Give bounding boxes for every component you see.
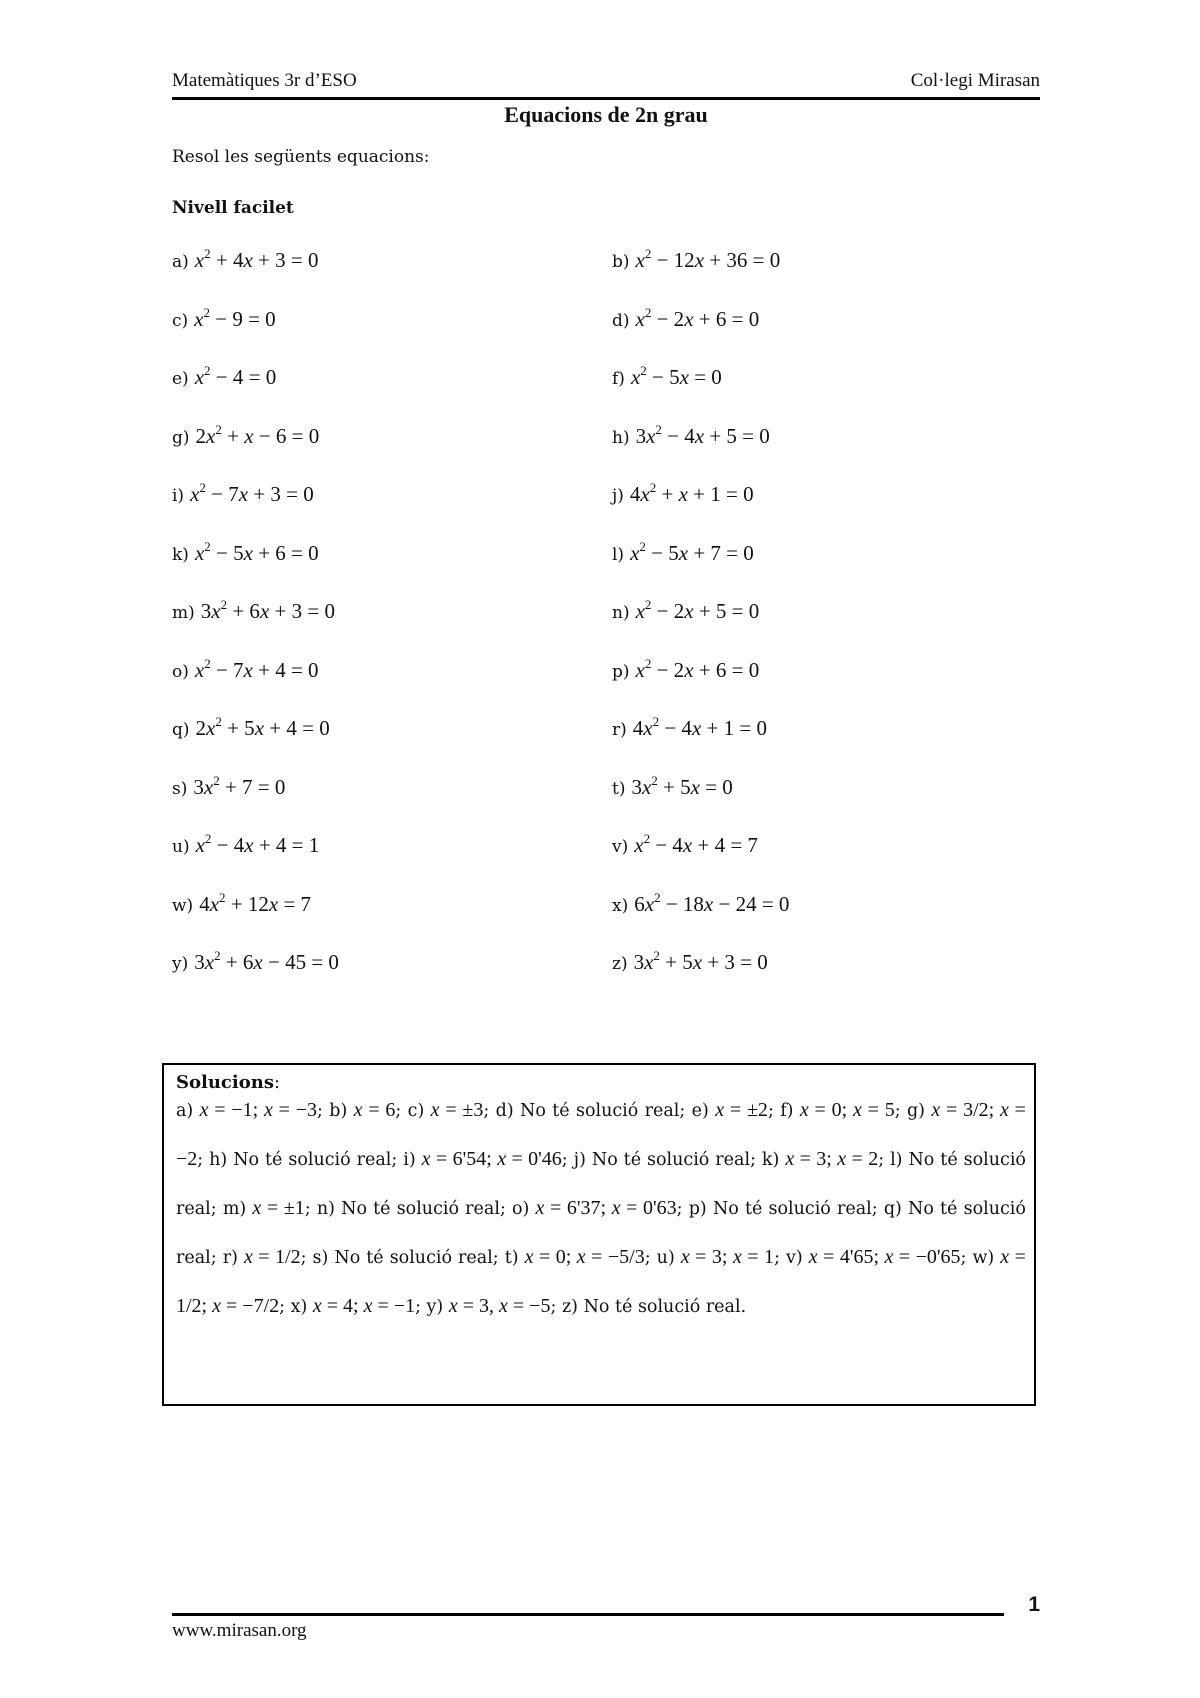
exercise-item <box>172 950 339 975</box>
solution-label: q) <box>883 1199 902 1219</box>
solution-label: h) <box>209 1150 228 1170</box>
solution-label: y) <box>426 1297 444 1317</box>
solution-separator: ; <box>679 1101 692 1121</box>
solution-text: No té solució real <box>341 1199 500 1219</box>
exercise-item <box>172 538 319 566</box>
exercise-equation: $x^2 - 2x + 6 = 0$ <box>635 655 760 682</box>
solutions-text <box>176 1086 1026 1331</box>
solution-item <box>780 1101 907 1121</box>
solution-label: g) <box>906 1101 925 1121</box>
exercise-label: k) <box>172 544 189 565</box>
exercise-row <box>172 772 1040 834</box>
exercise-row <box>172 716 1040 775</box>
exercise-equation: $x^2 - 2x + 5 = 0$ <box>635 597 760 623</box>
solution-label: o) <box>512 1199 530 1219</box>
exercise-equation: $3x^2 + 5x + 3 = 0$ <box>633 948 768 974</box>
exercise-equation: $x^2 - 4x + 4 = 1$ <box>195 831 320 857</box>
exercise-label: h) <box>612 427 630 448</box>
exercise-item <box>612 304 760 332</box>
solution-label: c) <box>407 1101 425 1121</box>
solution-item <box>209 1150 403 1170</box>
solution-value: x = 3; x = 1 <box>680 1246 775 1268</box>
exercise-row <box>172 889 1040 951</box>
solution-label: v) <box>786 1248 803 1268</box>
solution-item <box>657 1248 786 1268</box>
solution-separator: ; <box>304 1199 317 1219</box>
solution-item <box>313 1248 505 1268</box>
instructions-text: Resol les següents equacions: <box>172 147 430 167</box>
exercise-row <box>172 248 1040 307</box>
solution-separator: . <box>740 1297 747 1317</box>
solution-value: x = ±3 <box>430 1099 484 1121</box>
exercise-row <box>172 482 1040 541</box>
solution-value: x = 3, x = −5 <box>448 1295 551 1317</box>
solution-label: l) <box>890 1150 903 1170</box>
header-subject: Matemàtiques 3r d’ESO <box>172 70 357 91</box>
exercise-equation: $3x^2 + 6x + 3 = 0$ <box>200 597 335 623</box>
exercise-equation: $x^2 - 12x + 36 = 0$ <box>635 246 781 272</box>
solution-label: a) <box>176 1101 194 1121</box>
solution-label: t) <box>504 1248 519 1268</box>
solution-item <box>291 1297 427 1317</box>
solution-value: x = −1; x = −3 <box>199 1099 318 1121</box>
exercise-equation: $x^2 - 5x + 6 = 0$ <box>194 538 319 565</box>
solution-separator: ; <box>415 1297 427 1317</box>
exercise-label: d) <box>612 310 630 331</box>
solution-value: x = 4; x = −1 <box>312 1295 416 1317</box>
exercise-item <box>612 482 754 507</box>
solution-item <box>176 1101 329 1121</box>
exercise-list <box>172 248 1040 1009</box>
solution-separator: ; <box>878 1150 891 1170</box>
solution-item <box>505 1248 657 1268</box>
solution-label: i) <box>403 1150 416 1170</box>
solutions-heading: Solucions: <box>176 1072 281 1093</box>
page-header <box>172 70 1040 96</box>
solution-separator: ; <box>210 1199 223 1219</box>
exercise-label: m) <box>172 603 195 623</box>
exercise-equation: $x^2 - 4 = 0$ <box>194 363 277 389</box>
solution-value: x = 3; x = 2 <box>785 1148 879 1170</box>
exercise-equation: $x^2 - 2x + 6 = 0$ <box>635 304 760 331</box>
solution-label: k) <box>761 1150 780 1170</box>
exercise-label: o) <box>172 661 189 682</box>
solution-label: u) <box>656 1248 675 1268</box>
solution-separator: ; <box>561 1150 574 1170</box>
exercise-label: v) <box>612 837 629 857</box>
solution-separator: ; <box>492 1248 505 1268</box>
solution-value: x = 6'54; x = 0'46 <box>421 1148 562 1170</box>
exercise-equation: $x^2 - 7x + 4 = 0$ <box>194 655 319 682</box>
exercise-label: w) <box>172 895 194 916</box>
exercise-row <box>172 833 1040 892</box>
exercise-item <box>612 365 722 390</box>
exercise-label: l) <box>612 544 625 565</box>
solution-label: n) <box>316 1199 335 1219</box>
solution-separator: ; <box>750 1150 762 1170</box>
solution-value: x = 0; x = 5 <box>799 1099 895 1121</box>
solution-item <box>692 1101 781 1121</box>
exercise-item <box>612 421 770 449</box>
exercise-equation: $3x^2 + 7 = 0$ <box>193 772 286 799</box>
solution-item <box>403 1150 573 1170</box>
solution-value: x = 0; x = −5/3 <box>524 1246 645 1268</box>
exercise-equation: $4x^2 + 12x = 7$ <box>199 889 312 916</box>
level-heading: Nivell facilet <box>172 198 294 218</box>
solution-value: x = 1/2 <box>243 1246 301 1268</box>
solution-text: No té solució real <box>712 1199 872 1219</box>
exercise-equation: $3x^2 + 5x = 0$ <box>631 772 733 799</box>
solution-separator: ; <box>395 1101 408 1121</box>
solution-item <box>329 1101 407 1121</box>
exercise-row <box>172 950 1040 1009</box>
exercise-item <box>172 655 319 683</box>
solution-item <box>408 1101 496 1121</box>
solution-separator: ; <box>317 1101 330 1121</box>
exercise-item <box>612 950 768 975</box>
exercise-label: s) <box>172 778 188 799</box>
exercise-equation: $4x^2 + x + 1 = 0$ <box>629 480 754 506</box>
exercise-label: n) <box>612 603 630 623</box>
exercise-item <box>172 772 286 800</box>
solution-separator: ; <box>391 1150 404 1170</box>
exercise-label: g) <box>172 427 190 448</box>
exercise-item <box>172 482 314 507</box>
exercise-item <box>612 889 790 917</box>
solution-value: x = ±2 <box>715 1099 768 1121</box>
solution-item <box>689 1199 884 1219</box>
exercise-label: b) <box>612 252 630 272</box>
solution-label: d) <box>495 1101 514 1121</box>
solution-separator: ; <box>279 1297 291 1317</box>
solution-item <box>574 1150 762 1170</box>
exercise-label: f) <box>612 369 625 389</box>
solution-value: x = 1/2; x = −7/2 <box>176 1246 1026 1317</box>
solution-separator: ; <box>483 1101 496 1121</box>
exercise-label: t) <box>612 778 626 799</box>
solution-label: z) <box>561 1297 578 1317</box>
solution-separator: ; <box>210 1248 223 1268</box>
exercise-item <box>612 772 733 800</box>
solution-text: No té solució real <box>334 1248 493 1268</box>
exercise-label: u) <box>172 837 190 857</box>
solution-item <box>317 1199 512 1219</box>
footer-divider <box>172 1613 1004 1616</box>
solution-value: x = 6 <box>353 1099 396 1121</box>
exercise-item <box>172 365 276 390</box>
exercise-item <box>172 833 319 858</box>
exercise-label: y) <box>172 954 189 974</box>
solution-separator: ; <box>767 1101 781 1121</box>
solution-separator: ; <box>774 1248 786 1268</box>
exercise-row <box>172 538 1040 600</box>
solution-value: x = 3/2; x = −2 <box>176 1099 1026 1170</box>
exercise-label: z) <box>612 954 628 974</box>
solution-separator: ; <box>871 1199 884 1219</box>
exercise-item <box>612 833 758 858</box>
solution-item <box>223 1248 313 1268</box>
exercise-equation: $x^2 - 5x = 0$ <box>630 363 722 389</box>
exercise-equation: $x^2 - 9 = 0$ <box>194 304 276 331</box>
exercise-equation: $3x^2 + 6x - 45 = 0$ <box>194 948 339 974</box>
exercise-item <box>172 248 318 273</box>
header-divider <box>172 97 1040 100</box>
exercise-item <box>172 304 276 332</box>
exercise-item <box>172 889 312 917</box>
solution-label: s) <box>312 1248 329 1268</box>
exercise-label: c) <box>172 310 189 331</box>
exercise-item <box>172 421 320 449</box>
solution-separator: ; <box>676 1199 689 1219</box>
exercise-item <box>612 655 760 683</box>
solution-item <box>786 1248 972 1268</box>
page-title: Equacions de 2n grau <box>504 102 708 127</box>
solution-text: No té solució real <box>176 1150 1026 1219</box>
exercise-equation: $x^2 - 7x + 3 = 0$ <box>190 480 314 506</box>
exercise-item <box>172 599 335 624</box>
solution-label: j) <box>573 1150 586 1170</box>
solution-label: w) <box>972 1248 995 1268</box>
exercise-row <box>172 365 1040 424</box>
exercise-item <box>612 538 754 566</box>
solution-value: x = 4'65; x = −0'65 <box>808 1246 961 1268</box>
exercise-equation: $2x^2 + 5x + 4 = 0$ <box>195 714 330 740</box>
solution-text: No té solució real <box>591 1150 751 1170</box>
solution-separator: ; <box>550 1297 562 1317</box>
exercise-item <box>612 599 759 624</box>
solution-label: b) <box>329 1101 348 1121</box>
exercise-label: a) <box>172 252 189 272</box>
exercise-row <box>172 655 1040 717</box>
solutions-box <box>162 1063 1036 1406</box>
exercise-label: p) <box>612 661 630 682</box>
header-school: Col·legi Mirasan <box>910 70 1040 91</box>
exercise-equation: $6x^2 - 18x - 24 = 0$ <box>634 889 790 916</box>
exercise-row <box>172 304 1040 366</box>
solution-label: r) <box>222 1248 238 1268</box>
exercise-row <box>172 599 1040 658</box>
exercise-label: e) <box>172 369 189 389</box>
solution-item <box>496 1101 692 1121</box>
solution-item <box>512 1199 689 1219</box>
exercise-row <box>172 421 1040 483</box>
solution-item <box>762 1150 890 1170</box>
page-number: 1 <box>1028 1593 1040 1616</box>
solution-value: x = 6'37; x = 0'63 <box>535 1197 677 1219</box>
solution-text: No té solució real <box>583 1297 741 1317</box>
exercise-equation: $3x^2 - 4x + 5 = 0$ <box>635 421 770 448</box>
exercise-label: i) <box>172 486 185 506</box>
exercise-label: r) <box>612 720 627 740</box>
exercise-equation: $x^2 + 4x + 3 = 0$ <box>194 246 319 272</box>
solution-separator: ; <box>894 1101 907 1121</box>
exercise-label: q) <box>172 720 190 740</box>
solution-value: x = ±1 <box>252 1197 305 1219</box>
solution-separator: ; <box>644 1248 657 1268</box>
solution-separator: ; <box>197 1150 210 1170</box>
exercise-equation: $4x^2 - 4x + 1 = 0$ <box>632 714 767 740</box>
footer-url: www.mirasan.org <box>172 1620 307 1641</box>
exercise-label: j) <box>612 486 624 506</box>
solution-label: f) <box>780 1101 794 1121</box>
exercise-item <box>612 716 767 741</box>
solution-separator: ; <box>300 1248 313 1268</box>
exercise-item <box>172 716 330 741</box>
solution-text: No té solució real <box>176 1199 1026 1268</box>
solution-text: No té solució real <box>233 1150 392 1170</box>
solution-separator: ; <box>960 1248 973 1268</box>
exercise-label: x) <box>612 895 629 916</box>
exercise-equation: $x^2 - 4x + 4 = 7$ <box>634 831 758 857</box>
solution-item <box>562 1297 746 1317</box>
exercise-item <box>612 248 780 273</box>
solution-text: No té solució real <box>520 1101 680 1121</box>
solution-label: e) <box>691 1101 709 1121</box>
solution-item <box>223 1199 317 1219</box>
solution-label: m) <box>222 1199 247 1219</box>
exercise-equation: $2x^2 + x - 6 = 0$ <box>195 421 320 448</box>
solution-label: x) <box>290 1297 308 1317</box>
solution-item <box>427 1297 562 1317</box>
solution-label: p) <box>688 1199 707 1219</box>
exercise-equation: $x^2 - 5x + 7 = 0$ <box>630 538 754 565</box>
solution-separator: ; <box>499 1199 512 1219</box>
